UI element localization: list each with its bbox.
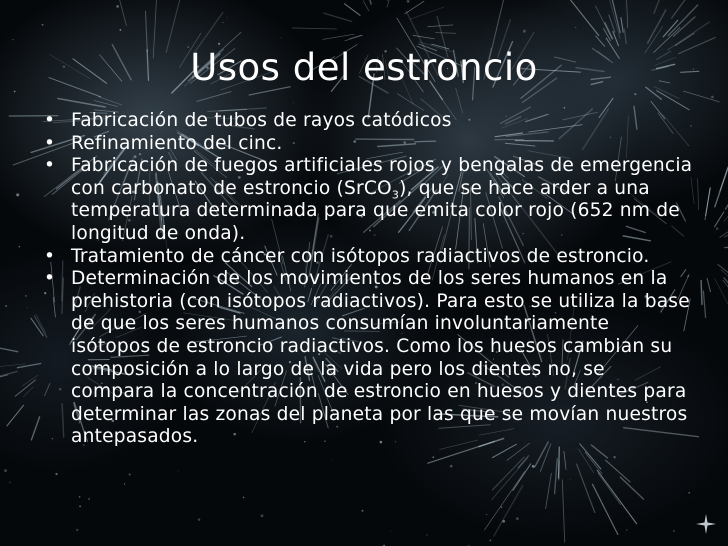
firework-spark [197, 92, 231, 102]
firework-spark [31, 417, 39, 440]
bullet-icon: • [44, 245, 56, 267]
firework-dot [124, 483, 125, 484]
firework-spark [562, 480, 564, 542]
list-item-text: Refinamiento del cinc. [71, 132, 283, 154]
firework-spark [715, 279, 728, 305]
firework-dot [13, 39, 14, 40]
firework-dot [76, 529, 78, 531]
firework-spark [345, 35, 363, 40]
firework-spark [703, 291, 705, 318]
firework-dot [119, 29, 121, 31]
firework-spark [436, 33, 456, 34]
firework-spark [345, 4, 360, 16]
bullet-icon: • [44, 268, 56, 290]
firework-spark [698, 179, 699, 210]
firework-spark [609, 15, 615, 32]
firework-spark [620, 477, 643, 499]
firework-dot [331, 459, 332, 460]
firework-dot [55, 473, 57, 475]
firework-dot [27, 307, 28, 308]
firework-dot [716, 227, 719, 230]
firework-dot [634, 93, 636, 95]
firework-spark [293, 28, 337, 29]
list-item [44, 133, 694, 156]
firework-dot [293, 103, 294, 104]
firework-spark [397, 94, 423, 111]
firework-dot [711, 96, 714, 99]
firework-spark [683, 91, 719, 102]
firework-spark [593, 484, 618, 534]
firework-dot [116, 5, 119, 8]
firework-dot [432, 456, 434, 458]
bullet-icon: • [44, 155, 56, 177]
bullet-list [44, 110, 694, 449]
list-item-text [71, 155, 692, 244]
firework-dot [613, 456, 615, 458]
subscript: 3 [391, 188, 400, 202]
list-item [44, 268, 694, 449]
firework-dot [261, 514, 264, 517]
firework-dot [25, 295, 27, 297]
firework-spark [546, 473, 552, 508]
sparkle-icon [696, 514, 716, 534]
firework-spark [493, 457, 525, 490]
firework-spark [611, 0, 620, 33]
firework-spark [405, 1, 424, 14]
firework-dot [390, 531, 391, 532]
firework-dot [673, 530, 675, 532]
firework-spark [624, 29, 626, 44]
firework-spark [494, 486, 523, 536]
firework-spark [715, 212, 724, 227]
firework-spark [324, 13, 352, 21]
firework-spark [654, 0, 663, 13]
firework-spark [723, 280, 728, 310]
firework-dot [564, 107, 566, 109]
firework-dot [9, 481, 11, 483]
firework-dot [688, 492, 689, 493]
firework-dot [129, 474, 131, 476]
firework-dot [5, 305, 7, 307]
firework-dot [79, 505, 81, 507]
firework-dot [88, 498, 89, 499]
firework-spark [626, 0, 628, 28]
firework-dot [426, 534, 427, 535]
list-item-text: Determinación de los movimientos de los seres humanos en la prehistoria (con isótopos radiactivos). Para esto se utiliza la base de que los seres humanos consumían involuntariamente isótopos de estroncio radiactivos. Como los huesos cambian su composición a lo largo de la vida pero los dientes no, se compara la concentración de estroncio en huesos y dientes para determinar las zonas del planeta por las que se movían nuestros antepasados. [71, 268, 690, 448]
firework-spark [7, 405, 24, 426]
firework-spark [363, 1, 369, 11]
firework-spark [98, 97, 121, 105]
firework-dot [198, 518, 200, 520]
firework-spark [657, 91, 689, 110]
firework-dot [570, 479, 571, 480]
list-item [44, 246, 694, 269]
firework-dot [501, 506, 503, 508]
firework-dot [178, 470, 179, 471]
firework-spark [621, 18, 623, 33]
firework-dot [523, 30, 526, 33]
firework-dot [16, 193, 19, 196]
firework-spark [706, 188, 711, 216]
bullet-icon: • [44, 110, 56, 131]
firework-dot [222, 22, 223, 23]
firework-dot [227, 17, 228, 18]
firework-spark [718, 265, 728, 275]
firework-dot [486, 514, 487, 515]
firework-dot [281, 37, 282, 38]
firework-spark [113, 0, 127, 26]
slide-title: Usos del estroncio [190, 46, 538, 89]
firework-spark [720, 167, 728, 191]
firework-spark [668, 5, 697, 36]
firework-spark [368, 0, 371, 4]
firework-dot [243, 497, 245, 499]
list-item-text-part: ), que se hace arder a una temperatura determinada para que emita color rojo (652 nm de longitud de onda). [71, 177, 680, 244]
firework-spark [606, 460, 631, 482]
firework-spark [597, 470, 636, 523]
firework-spark [707, 279, 710, 292]
firework-spark [387, 0, 394, 7]
list-item-text-part: Fabricación de fuegos artificiales rojos y bengalas de emergencia con carbonato de estroncio (SrCO [71, 155, 693, 199]
firework-dot [19, 246, 20, 247]
firework-dot [516, 517, 519, 520]
firework-dot [450, 465, 453, 468]
list-item [44, 110, 694, 133]
firework-dot [79, 496, 81, 498]
firework-dot [42, 24, 44, 26]
firework-dot [502, 520, 505, 523]
firework-spark [577, 464, 595, 512]
firework-spark [410, 7, 444, 19]
firework-spark [555, 459, 558, 494]
firework-dot [575, 27, 576, 28]
firework-dot [361, 510, 363, 512]
firework-spark [579, 449, 594, 473]
firework-spark [58, 99, 105, 108]
firework-spark [605, 23, 613, 39]
firework-spark [564, 0, 598, 35]
firework-dot [626, 529, 627, 530]
firework-spark [564, 452, 566, 470]
list-item-text: Tratamiento de cáncer con isótopos radiactivos de estroncio. [71, 245, 650, 267]
firework-spark [598, 473, 621, 505]
list-item-text: Fabricación de tubos de rayos catódicos [71, 110, 452, 131]
firework-dot [532, 465, 535, 468]
firework-spark [413, 35, 434, 38]
firework-spark [0, 371, 17, 384]
firework-spark [648, 10, 666, 43]
bullet-icon: • [44, 132, 56, 154]
list-item [44, 155, 694, 245]
firework-spark [0, 342, 18, 352]
firework-spark [724, 209, 728, 222]
firework-dot [407, 0, 410, 3]
firework-dot [489, 539, 491, 541]
firework-dot [4, 469, 7, 472]
firework-spark [701, 281, 702, 305]
